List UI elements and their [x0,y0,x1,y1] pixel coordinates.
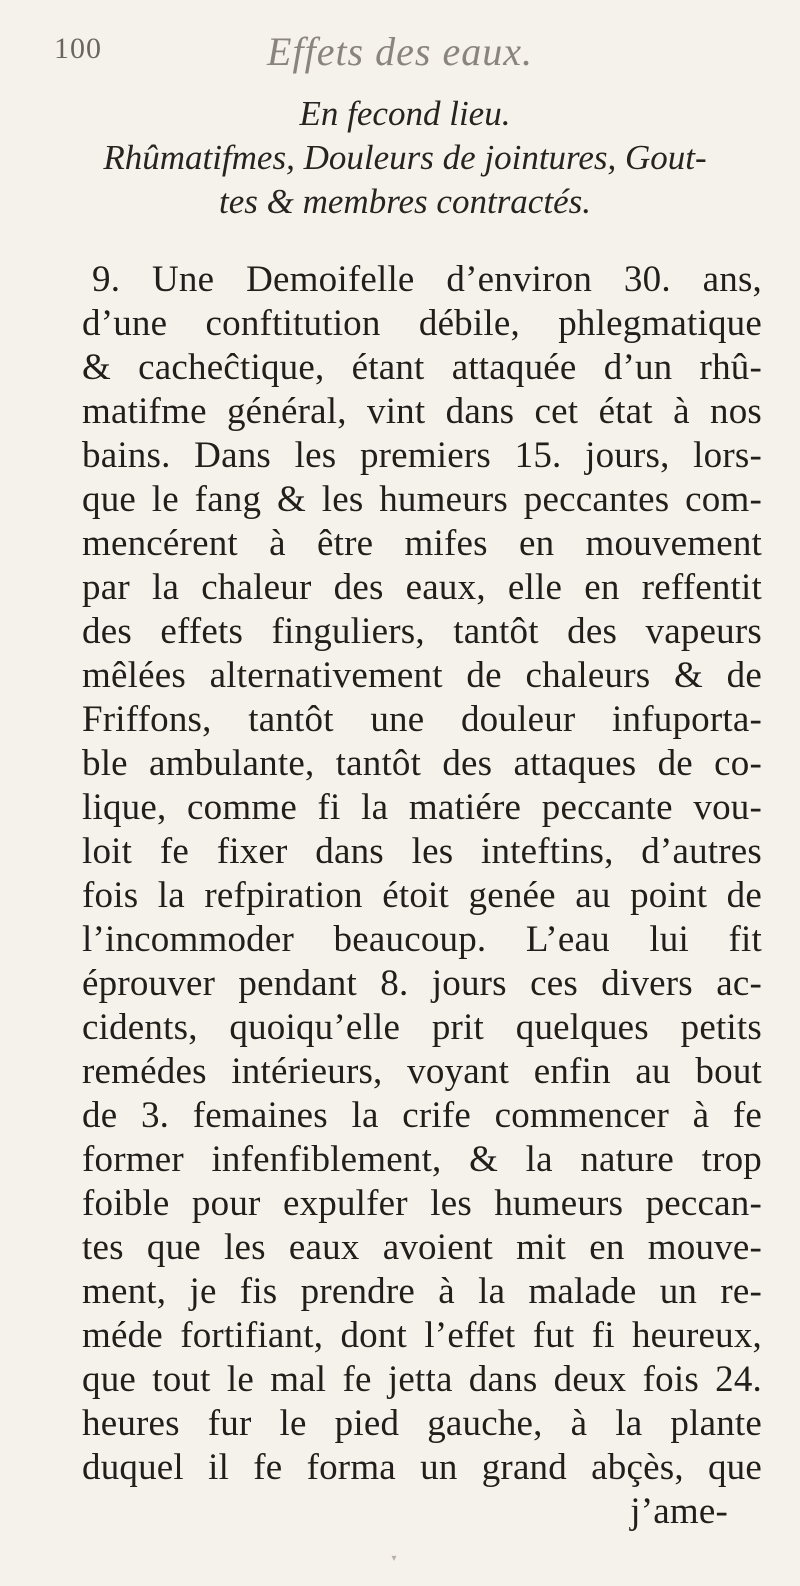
text-line: méde fortifiant, dont l’effet fut fi heureux, [82,1315,762,1356]
body-paragraph [82,258,762,1578]
text-line: éprouver pendant 8. jours ces divers ac- [82,963,762,1004]
signature-mark: ▾ [391,1553,397,1564]
text-line: ble ambulante, tantôt des attaques de co- [82,743,762,784]
page-number: 100 [54,32,102,65]
text-line: que le fang & les humeurs peccantes com- [82,479,762,520]
text-line: heures fur le pied gauche, à la plante [82,1403,762,1444]
text-line: & cacheĉtique, étant attaquée d’un rhû- [82,347,762,388]
catchword: j’ame- [630,1491,728,1532]
section-heading [70,92,740,232]
text-line: cidents, quoiqu’elle prit quelques petits [82,1007,762,1048]
text-line: tes que les eaux avoient mit en mouve- [82,1227,762,1268]
text-line: d’une conftitution débile, phlegmatique [82,303,762,344]
text-line: l’incommoder beaucoup. L’eau lui fit [82,919,762,960]
text-line: de 3. femaines la crife commencer à fe [82,1095,762,1136]
text-line: foible pour expulfer les humeurs peccan- [82,1183,762,1224]
section-heading-line: Rhûmatifmes, Douleurs de jointures, Gout- [103,138,707,177]
text-line: lique, comme fi la matiére peccante vou- [82,787,762,828]
text-line: former infenfiblement, & la nature trop [82,1139,762,1180]
text-line: par la chaleur des eaux, elle en reffentit [82,567,762,608]
section-heading-line: tes & membres contractés. [219,182,591,221]
text-line: fois la refpiration étoit genée au point de [82,875,762,916]
page-header [54,28,746,84]
text-line: mêlées alternativement de chaleurs & de [82,655,762,696]
running-head: Effets des eaux. [267,29,533,74]
text-line: ment, je fis prendre à la malade un re- [82,1271,762,1312]
text-line: duquel il fe forma un grand abçès, que [82,1447,762,1488]
text-line: Friffons, tantôt une douleur infuporta- [82,699,762,740]
text-line: mencérent à être mifes en mouvement [82,523,762,564]
text-line: 9. Une Demoifelle d’environ 30. ans, [92,259,762,300]
text-line: remédes intérieurs, voyant enfin au bout [82,1051,762,1092]
text-line: bains. Dans les premiers 15. jours, lors- [82,435,762,476]
section-heading-line: En fecond lieu. [299,94,511,133]
text-line: des effets finguliers, tantôt des vapeurs [82,611,762,652]
text-line: que tout le mal fe jetta dans deux fois 24. [82,1359,762,1400]
text-line: matifme général, vint dans cet état à nos [82,391,762,432]
text-line: loit fe fixer dans les inteftins, d’autres [82,831,762,872]
